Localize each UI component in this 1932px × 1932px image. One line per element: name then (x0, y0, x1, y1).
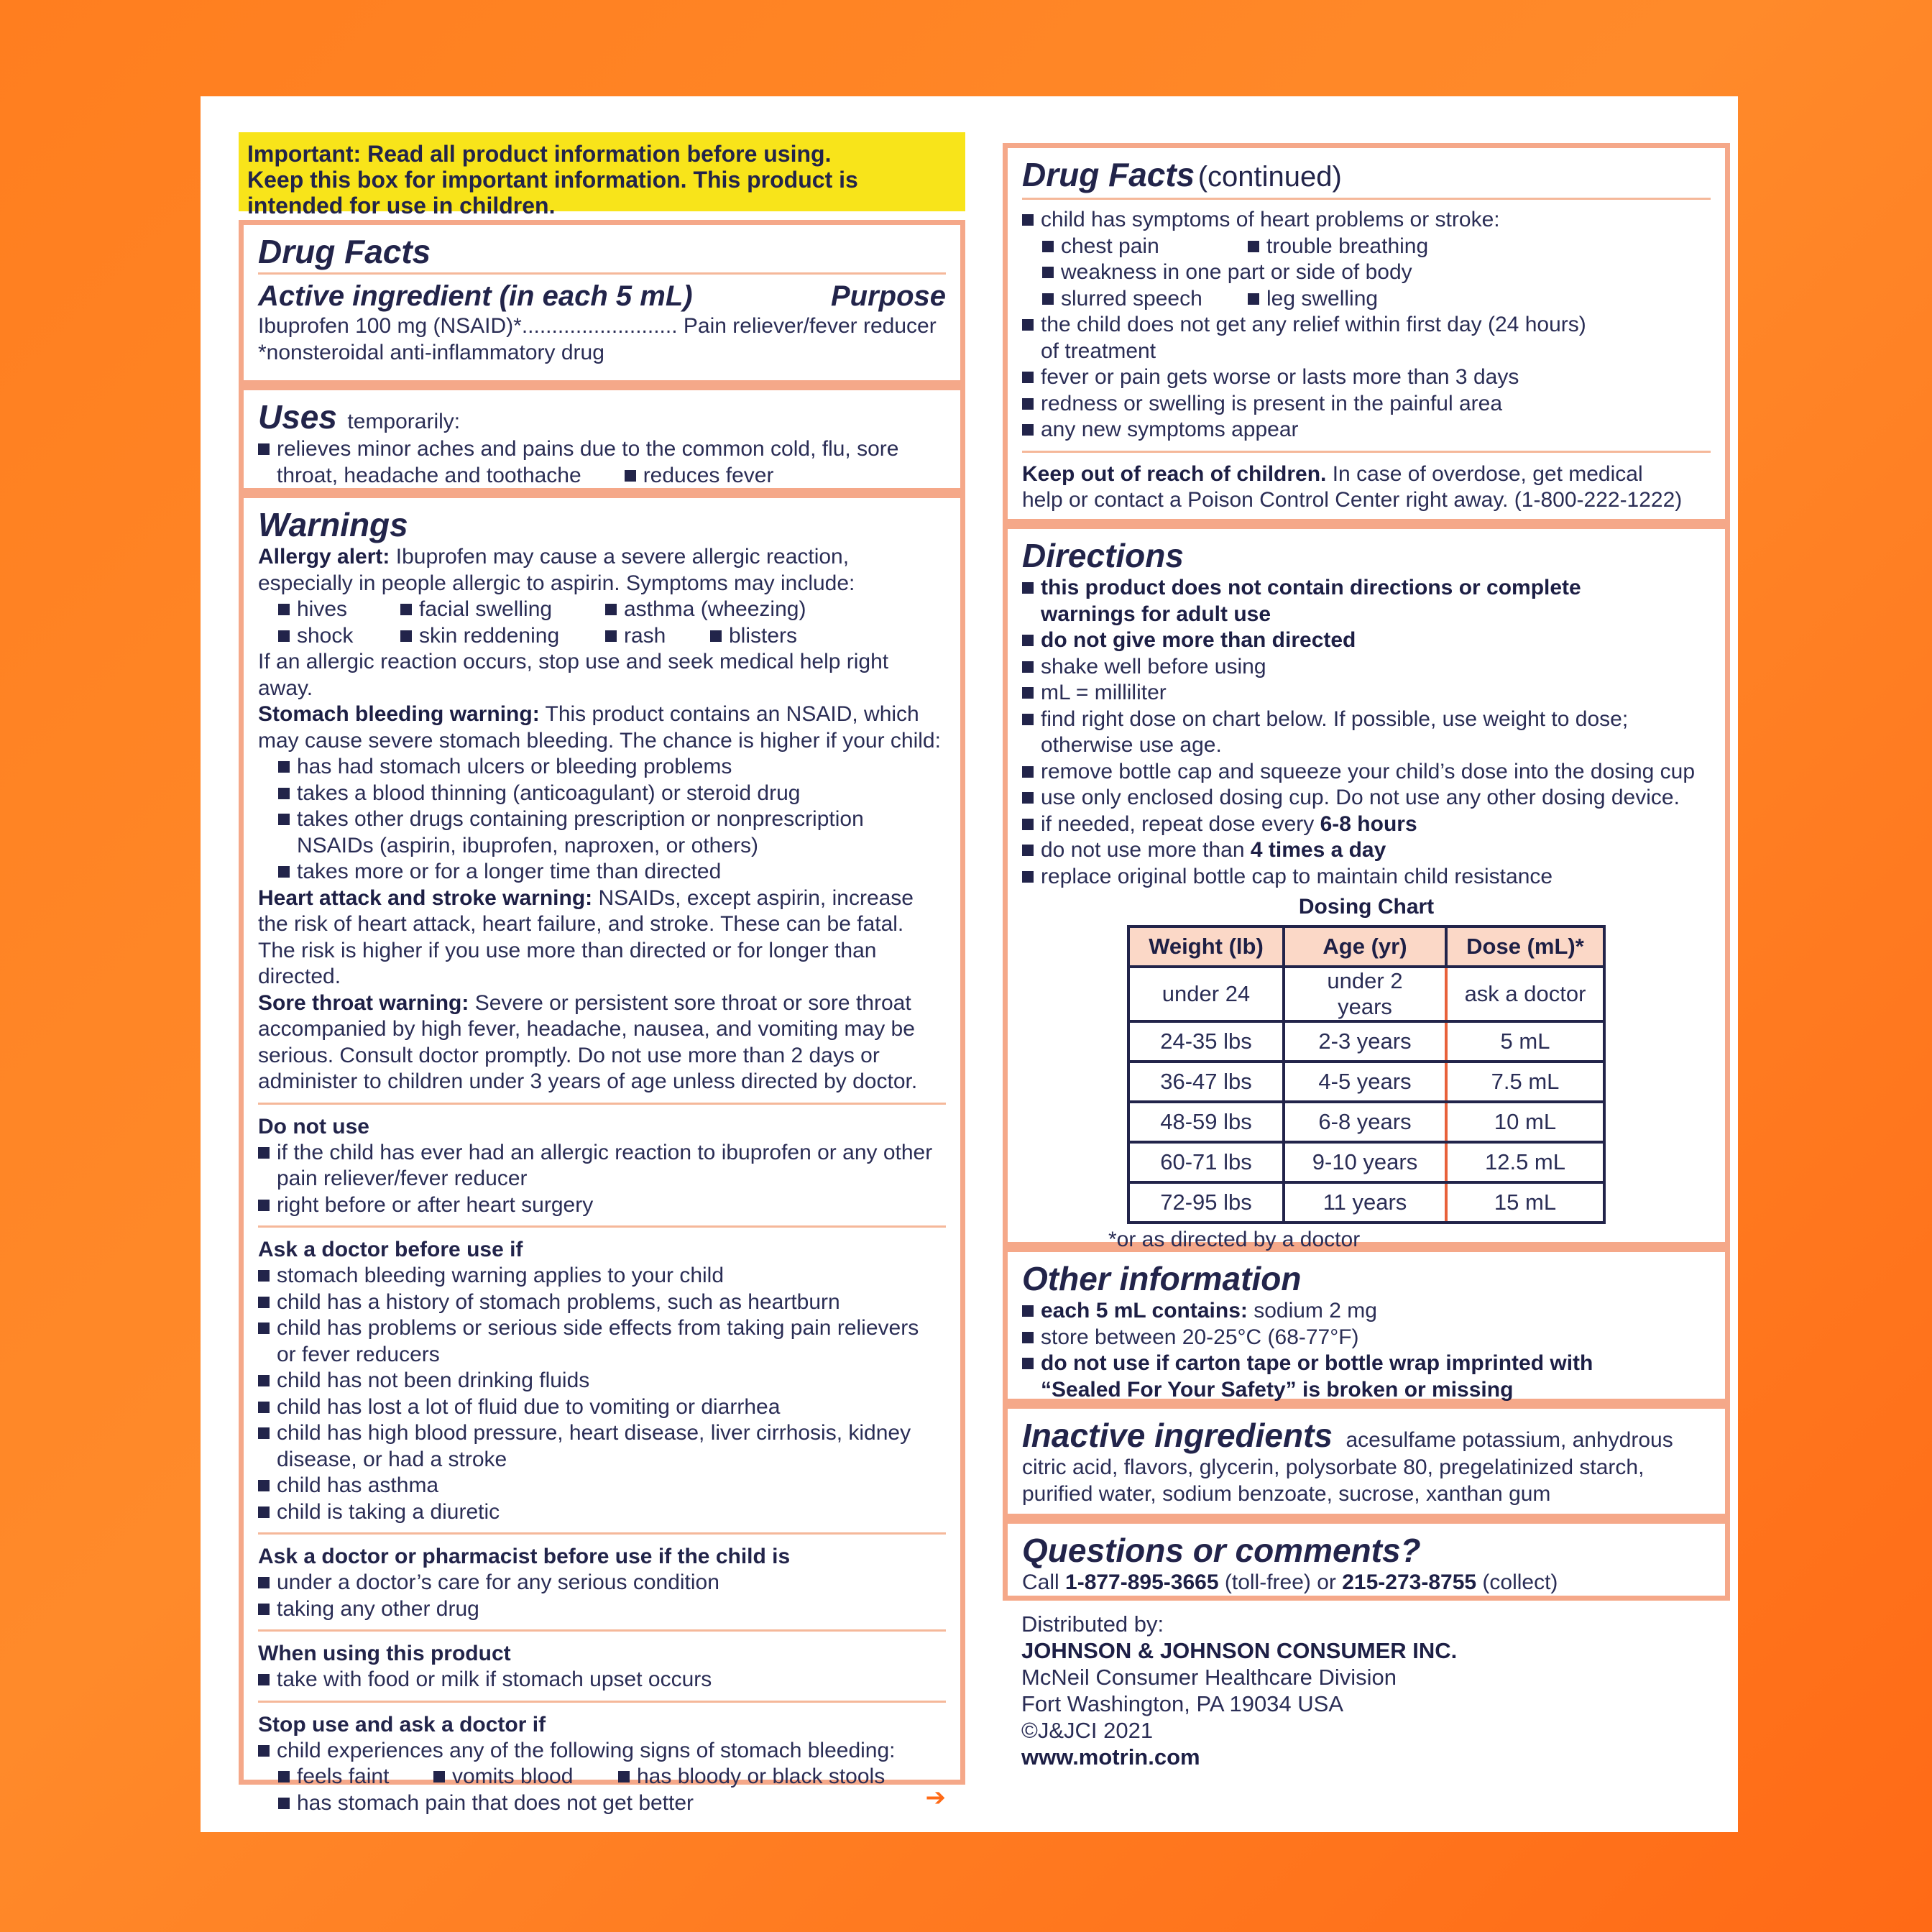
list-item: child has problems or serious side effects from taking pain relievers (258, 1315, 946, 1342)
questions-section (1003, 1519, 1730, 1601)
questions-title: Questions or comments? (1022, 1532, 1421, 1569)
drug-facts-continued-section: Drug Facts (continued) child has symptoms of heart problems or stroke: chest pain trouble breathing weakness in one part or side of body slurred speech leg swelling the child does not get any relief within first day (24 hours) of treatment fever or pain gets worse or lasts more than 3 days redness or swelling is present in the painful area any new symptoms appear Keep out of reach of children. In case of overdose, get medical help or contact a Poison Control Center right away. (1-800-222-1222) (1003, 143, 1730, 524)
drug-facts-section (239, 220, 965, 385)
collect-phone: 215-273-8755 (1342, 1570, 1477, 1594)
list-item: weakness in one part or side of body (1022, 259, 1711, 286)
list-item: trouble breathing (1248, 234, 1428, 260)
symptom-row (258, 597, 946, 623)
list-item: skin reddening (400, 623, 605, 650)
column-header: Dose (mL)* (1446, 926, 1604, 967)
list-item: do not use if carton tape or bottle wrap imprinted with (1022, 1351, 1711, 1377)
allergy-alert: Allergy alert: Ibuprofen may cause a severe allergic reaction, (258, 545, 850, 569)
list-item: right before or after heart surgery (258, 1192, 946, 1219)
table-header-row (1128, 926, 1604, 967)
list-item: mL = milliliter (1022, 680, 1711, 707)
inactive-ingredients-title: Inactive ingredients (1022, 1417, 1333, 1454)
list-item: fever or pain gets worse or lasts more than 3 days (1022, 364, 1711, 391)
do-not-use-title: Do not use (258, 1114, 369, 1138)
list-item: each 5 mL contains: sodium 2 mg (1022, 1298, 1711, 1325)
ask-pharmacist-title: Ask a doctor or pharmacist before use if the child is (258, 1545, 791, 1568)
active-ingredient-heading: Active ingredient (in each 5 mL) (258, 280, 693, 312)
uses-intro: temporarily: (347, 410, 461, 433)
list-item: child has lost a lot of fluid due to vomiting or diarrhea (258, 1394, 946, 1421)
continued-suffix: (continued) (1197, 161, 1342, 193)
list-item: remove bottle cap and squeeze your child’s dose into the dosing cup (1022, 759, 1711, 786)
list-item: shock (278, 623, 400, 650)
list-item-continued: throat, headache and toothache (277, 463, 581, 487)
sore-throat-warning: Sore throat warning: Severe or persistent sore throat or sore throat (258, 990, 911, 1015)
contact-line: Call 1-877-895-3665 (toll-free) or 215-273-8755 (collect) (1022, 1570, 1558, 1594)
list-item: child has a history of stomach problems, such as heartburn (258, 1289, 946, 1316)
right-column (1003, 143, 1730, 1780)
list-item: if the child has ever had an allergic reaction to ibuprofen or any other (258, 1140, 946, 1167)
distributor-info: Distributed by: JOHNSON & JOHNSON CONSUMER INC. McNeil Consumer Healthcare Division Fort Washington, PA 19034 USA ©J&JCI 2021 www.motrin.com (1021, 1611, 1458, 1770)
stomach-warning-cont: may cause severe stomach bleeding. The chance is higher if your child: (258, 728, 941, 753)
left-column (239, 132, 965, 1815)
chart-footnote: *or as directed by a doctor (1108, 1227, 1361, 1251)
list-item: this product does not contain directions or complete (1022, 575, 1711, 602)
uses-section (239, 385, 965, 493)
table-row: 36-47 lbs 4-5 years 7.5 mL (1128, 1062, 1604, 1102)
list-item: leg swelling (1248, 286, 1378, 313)
stomach-warning: Stomach bleeding warning: This product contains an NSAID, which (258, 702, 919, 726)
list-item: take with food or milk if stomach upset occurs (258, 1667, 946, 1693)
list-item: relieves minor aches and pains due to the common cold, flu, sore (258, 436, 946, 463)
other-information-title: Other information (1022, 1260, 1302, 1297)
list-item: has stomach pain that does not get better (258, 1790, 694, 1817)
directions-title: Directions (1022, 537, 1184, 574)
list-item: do not use more than 4 times a day (1022, 837, 1711, 864)
symptom-row (258, 623, 946, 650)
list-item: the child does not get any relief within first day (24 hours) (1022, 312, 1711, 339)
other-information-section: Other information each 5 mL contains: sodium 2 mg store between 20-25°C (68-77°F) do not use if carton tape or bottle wrap imprinted with “Sealed For Your Safety” is broken or missing (1003, 1247, 1730, 1404)
list-item: hives (278, 597, 400, 623)
list-item: child experiences any of the following signs of stomach bleeding: (258, 1738, 946, 1765)
list-item: stomach bleeding warning applies to your child (258, 1263, 946, 1289)
list-item: child has asthma (258, 1473, 946, 1499)
warnings-section: Warnings Allergy alert: Ibuprofen may cause a severe allergic reaction, especially in people allergic to aspirin. Symptoms may include: hives facial swelling asthma (wheezing) shock skin reddening rash blisters If an allergic reaction occurs, stop use and seek medical help right away. Stomach bleeding warning: This product contains an NSAID, which may cause severe stomach bleeding. The chance is higher if your child: has had stomach ulcers or bleeding problems takes a blood thinning (anticoagulant) or steroid drug takes other drugs containing prescription or nonprescription NSAIDs (aspirin, ibuprofen, naproxen, or others) takes more or for a longer time than directed Heart attack and stroke warning: NSAIDs, except aspirin, increase the risk of heart attack, heart failure, and stroke. These can be fatal. The risk is higher if you use more than directed or for longer than directed. Sore throat warning: Severe or persistent sore throat or sore throat accompanied by high fever, headache, nausea, and vomiting may be serious. Consult doctor promptly. Do not use more than 2 days or administer to children under 3 years of age unless directed by doctor. Do not use if the child has ever had an allergic reaction to ibuprofen or any other pain reliever/fever reducer right before or after heart surgery Ask a doctor before use if stomach bleeding warning applies to your child child has a history of stomach problems, such as heartburn child has problems or serious side effects from taking pain relievers or fever reducers child has not been drinking fluids child has lost a lot of fluid due to vomiting or diarrhea child has high blood pressure, heart disease, liver cirrhosis, kidney disease, or had a stroke child has asthma child is taking a diuretic Ask a doctor or pharmacist before use if the child is under a doctor’s care for any serious condition taking any other drug When using this product take with food or milk if stomach upset occurs Stop use and ask a doctor if child experiences any of the following signs of stomach bleeding: feels faint vomits blood has bloody or black stools has stomach pain that does not get better ➔ (239, 493, 965, 1785)
important-notice: Important: Read all product information before using. Keep this box for important information. This product is intended for use in children. (239, 132, 965, 211)
list-item: has had stomach ulcers or bleeding problems (258, 754, 946, 781)
list-item: vomits blood (433, 1764, 618, 1790)
list-item: reduces fever (625, 463, 774, 489)
list-item: do not give more than directed (1022, 627, 1711, 654)
list-item: takes more or for a longer time than directed (258, 859, 946, 886)
heart-warning: Heart attack and stroke warning: NSAIDs, except aspirin, increase (258, 886, 914, 910)
allergy-instruction: If an allergic reaction occurs, stop use and seek medical help right away. (258, 650, 889, 700)
list-item: child has symptoms of heart problems or stroke: (1022, 207, 1711, 234)
inactive-ingredients-section: Inactive ingredients acesulfame potassium, anhydrous citric acid, flavors, glycerin, polysorbate 80, pregelatinized starch, purified water, sodium benzoate, sucrose, xanthan gum (1003, 1404, 1730, 1519)
table-row: 48-59 lbs 6-8 years 10 mL (1128, 1102, 1604, 1142)
warnings-title: Warnings (258, 506, 408, 543)
list-item: asthma (wheezing) (605, 597, 806, 623)
list-item: blisters (710, 623, 797, 650)
list-item: child has not been drinking fluids (258, 1368, 946, 1394)
list-item: child is taking a diuretic (258, 1499, 946, 1526)
list-item: chest pain (1042, 234, 1248, 260)
list-item: taking any other drug (258, 1596, 946, 1623)
company-name: JOHNSON & JOHNSON CONSUMER INC. (1021, 1638, 1458, 1663)
list-item: under a doctor’s care for any serious condition (258, 1570, 946, 1596)
uses-title: Uses (258, 398, 337, 436)
drug-facts-label (201, 96, 1738, 1832)
table-row: under 24 under 2 years ask a doctor (1128, 967, 1604, 1021)
purpose-heading: Purpose (830, 280, 946, 312)
dosing-chart (1127, 925, 1606, 1224)
allergy-alert-cont: especially in people allergic to aspirin. Symptoms may include: (258, 571, 855, 595)
dosing-chart-title: Dosing Chart (1298, 895, 1435, 919)
when-using-title: When using this product (258, 1642, 511, 1665)
list-item: takes a blood thinning (anticoagulant) or steroid drug (258, 781, 946, 807)
stop-use-title: Stop use and ask a doctor if (258, 1712, 546, 1736)
list-item: facial swelling (400, 597, 605, 623)
list-item: use only enclosed dosing cup. Do not use any other dosing device. (1022, 785, 1711, 811)
table-row: 72-95 lbs 11 years 15 mL (1128, 1182, 1604, 1223)
list-item: feels faint (278, 1764, 433, 1790)
list-item: takes other drugs containing prescription or nonprescription (258, 806, 946, 833)
list-item: if needed, repeat dose every 6-8 hours (1022, 811, 1711, 838)
list-item: has bloody or black stools (618, 1764, 885, 1790)
list-item-continued: NSAIDs (aspirin, ibuprofen, naproxen, or others) (297, 833, 758, 857)
ask-doctor-title: Ask a doctor before use if (258, 1238, 523, 1261)
list-item: child has high blood pressure, heart disease, liver cirrhosis, kidney (258, 1420, 946, 1447)
ingredient-line: Ibuprofen 100 mg (NSAID)*.......................... Pain reliever/fever reducer (258, 314, 937, 338)
list-item: find right dose on chart below. If possible, use weight to dose; (1022, 707, 1711, 733)
directions-section: Directions this product does not contain directions or complete warnings for adult use do not give more than directed shake well before using mL = milliliter find right dose on chart below. If possible, use weight to dose; otherwise use age. remove bottle cap and squeeze your child’s dose into the dosing cup use only enclosed dosing cup. Do not use any other dosing device. if needed, repeat dose every 6-8 hours do not use more than 4 times a day replace original bottle cap to maintain child resistance Dosing Chart Weight (lb) Age (yr) Dose (mL)* under 24 under 2 years ask a doctor 24-35 lbs 2-3 years 5 mL 36-47 lbs 4-5 years 7.5 mL 48-59 lbs 6-8 years 10 mL 60-71 lbs 9-10 years 12.5 mL 72-95 lbs 11 years 15 mL *or as directed by a doctor (1003, 524, 1730, 1247)
keep-out-of-reach: Keep out of reach of children. In case of overdose, get medical (1022, 461, 1643, 486)
continued-title: Drug Facts (1022, 156, 1195, 193)
column-header: Weight (lb) (1128, 926, 1284, 967)
drug-facts-title: Drug Facts (258, 233, 431, 270)
table-row: 60-71 lbs 9-10 years 12.5 mL (1128, 1142, 1604, 1182)
continue-arrow-icon: ➔ (925, 1783, 946, 1811)
list-item: replace original bottle cap to maintain child resistance (1022, 864, 1711, 891)
table-row: 24-35 lbs 2-3 years 5 mL (1128, 1021, 1604, 1062)
list-item: rash (605, 623, 710, 650)
list-item: redness or swelling is present in the painful area (1022, 391, 1711, 418)
website-link[interactable]: www.motrin.com (1021, 1744, 1200, 1770)
list-item: any new symptoms appear (1022, 417, 1711, 443)
list-item: shake well before using (1022, 654, 1711, 681)
column-header: Age (yr) (1284, 926, 1446, 967)
list-item: slurred speech (1042, 286, 1248, 313)
toll-free-phone: 1-877-895-3665 (1065, 1570, 1219, 1594)
list-item: store between 20-25°C (68-77°F) (1022, 1325, 1711, 1351)
ingredient-footnote: *nonsteroidal anti-inflammatory drug (258, 340, 604, 364)
